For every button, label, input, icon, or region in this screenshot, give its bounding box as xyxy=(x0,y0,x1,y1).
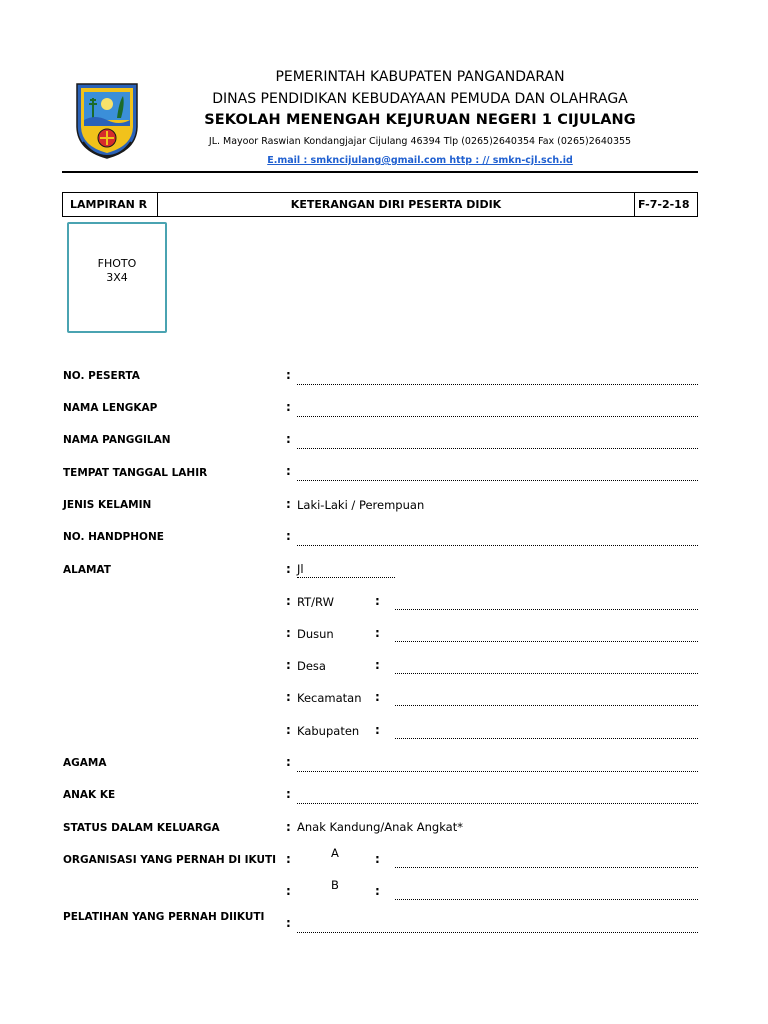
label-no-peserta: NO. PESERTA xyxy=(63,370,140,382)
header-rule xyxy=(62,171,698,173)
rtrw-label: RT/RW xyxy=(297,595,334,609)
colon: : xyxy=(286,368,291,382)
kecamatan-field[interactable] xyxy=(395,705,698,706)
regency-coat-of-arms-icon xyxy=(73,80,141,160)
colon: : xyxy=(375,690,380,704)
colon: : xyxy=(286,658,291,672)
colon: : xyxy=(375,626,380,640)
ttl-field[interactable] xyxy=(297,480,698,481)
colon: : xyxy=(286,432,291,446)
dusun-field[interactable] xyxy=(395,641,698,642)
form-title: KETERANGAN DIRI PESERTA DIDIK xyxy=(158,193,635,216)
header-line-1: PEMERINTAH KABUPATEN PANGANDARAN xyxy=(275,69,565,85)
kabupaten-label: Kabupaten xyxy=(297,724,360,738)
org-a-label: A xyxy=(331,846,339,860)
org-b-field[interactable] xyxy=(395,899,698,900)
desa-field[interactable] xyxy=(395,673,698,674)
colon: : xyxy=(286,400,291,414)
label-organisasi: ORGANISASI YANG PERNAH DI IKUTI xyxy=(63,854,277,866)
jl-label: Jl xyxy=(297,562,304,576)
label-alamat: ALAMAT xyxy=(63,564,111,576)
header-line-2: DINAS PENDIDIKAN KEBUDAYAAN PEMUDA DAN OLAHRAGA xyxy=(212,91,628,107)
no-peserta-field[interactable] xyxy=(297,384,698,385)
colon: : xyxy=(286,529,291,543)
photo-label-1: FHOTO xyxy=(97,257,137,270)
form-code: F-7-2-18 xyxy=(638,198,690,211)
header-school-name: SEKOLAH MENENGAH KEJURUAN NEGERI 1 CIJULANG xyxy=(204,112,636,128)
desa-label: Desa xyxy=(297,659,326,673)
colon: : xyxy=(286,884,291,898)
colon: : xyxy=(375,658,380,672)
kecamatan-label: Kecamatan xyxy=(297,691,362,705)
lampiran-label: LAMPIRAN R xyxy=(63,193,158,216)
colon: : xyxy=(286,755,291,769)
colon: : xyxy=(286,916,291,930)
label-nama-lengkap: NAMA LENGKAP xyxy=(63,402,158,414)
colon: : xyxy=(286,497,291,511)
colon: : xyxy=(286,787,291,801)
header-address: JL. Mayoor Raswian Kondangjajar Cijulang 46394 Tlp (0265)2640354 Fax (0265)2640355 xyxy=(208,136,632,147)
label-nama-panggilan: NAMA PANGGILAN xyxy=(63,434,171,446)
colon: : xyxy=(375,852,380,866)
jenis-kelamin-value[interactable]: Laki-Laki / Perempuan xyxy=(297,498,425,512)
org-a-field[interactable] xyxy=(395,867,698,868)
label-agama: AGAMA xyxy=(63,757,107,769)
nama-lengkap-field[interactable] xyxy=(297,416,698,417)
agama-field[interactable] xyxy=(297,771,698,772)
dusun-label: Dusun xyxy=(297,627,334,641)
header-email-link[interactable]: E.mail : smkncijulang@gmail.com http : // smkn-cjl.sch.id xyxy=(267,155,573,166)
title-bar xyxy=(62,192,698,217)
label-jenis-kelamin: JENIS KELAMIN xyxy=(63,499,152,511)
label-pelatihan: PELATIHAN YANG PERNAH DIIKUTI xyxy=(63,911,265,923)
kabupaten-field[interactable] xyxy=(395,738,698,739)
colon: : xyxy=(286,852,291,866)
colon: : xyxy=(286,594,291,608)
colon: : xyxy=(286,562,291,576)
colon: : xyxy=(286,723,291,737)
colon: : xyxy=(286,690,291,704)
label-anak-ke: ANAK KE xyxy=(63,789,116,801)
status-keluarga-value[interactable]: Anak Kandung/Anak Angkat* xyxy=(297,820,463,834)
colon: : xyxy=(286,464,291,478)
label-no-handphone: NO. HANDPHONE xyxy=(63,531,164,543)
photo-label-2: 3X4 xyxy=(106,271,128,284)
jl-field[interactable] xyxy=(297,577,395,578)
nama-panggilan-field[interactable] xyxy=(297,448,698,449)
colon: : xyxy=(286,626,291,640)
pelatihan-field[interactable] xyxy=(297,932,698,933)
no-handphone-field[interactable] xyxy=(297,545,698,546)
colon: : xyxy=(375,884,380,898)
colon: : xyxy=(375,594,380,608)
anak-ke-field[interactable] xyxy=(297,803,698,804)
photo-box[interactable] xyxy=(67,222,167,333)
label-status-keluarga: STATUS DALAM KELUARGA xyxy=(63,822,220,834)
colon: : xyxy=(286,820,291,834)
rtrw-field[interactable] xyxy=(395,609,698,610)
colon: : xyxy=(375,723,380,737)
label-ttl: TEMPAT TANGGAL LAHIR xyxy=(63,467,208,479)
org-b-label: B xyxy=(331,878,339,892)
